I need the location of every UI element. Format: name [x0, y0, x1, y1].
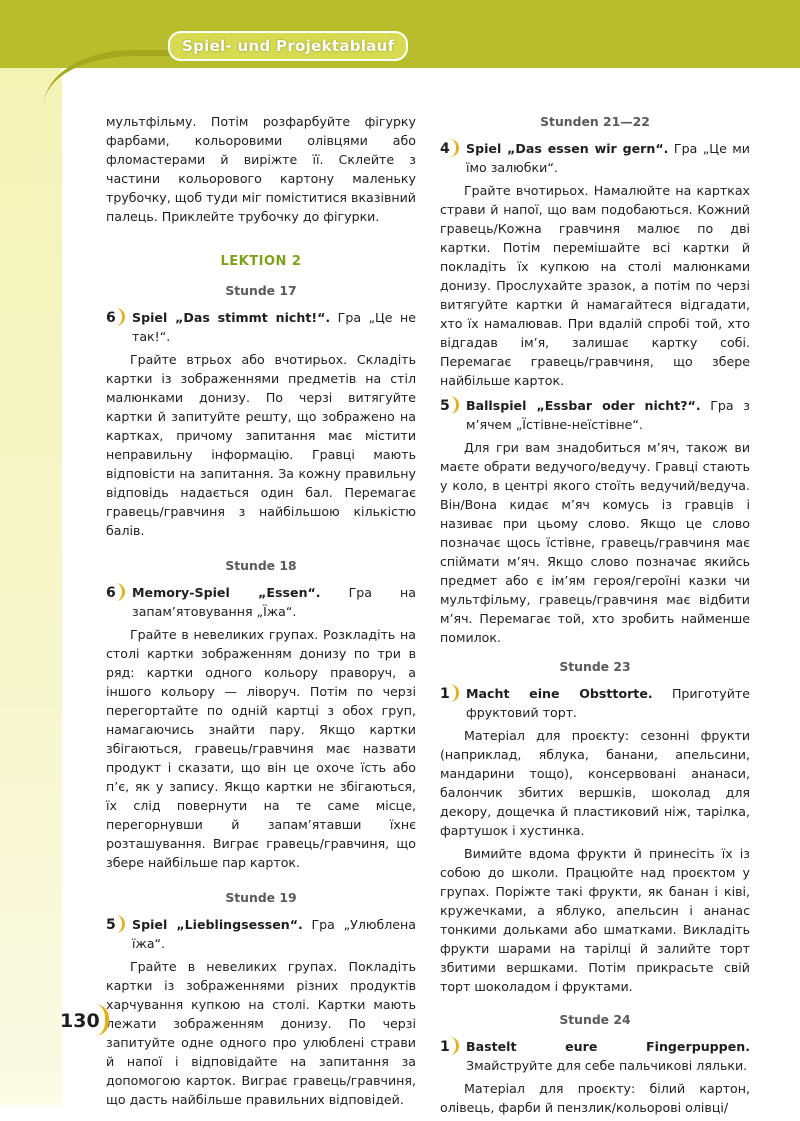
task-subtitle: Гра з м’ячем „Їстівне-неїстівне“.	[466, 398, 750, 432]
task-body: Грайте в невеликих групах. Розкладіть на столі картки зображенням донизу по три в ряд: картки одного кольору праворуч, а іншого кольору — ліворуч. Потім по черзі перегортайте по одній картці з обох груп, намагаючись знайти пару. Якщо картки збігаються, гравець/гравчиня має назвати продукт і сказати, що він це охоче їсть або п’є, як у запису. Якщо картки не збігаються, їх слід повернути на те саме місце, перегорнувши й запам’ятавши їхнє розташування. Виграє гравець/гравчиня, що збере найбільше пар карток.	[106, 627, 416, 870]
task-number: 6	[106, 308, 124, 328]
task-number: 1	[440, 684, 458, 704]
task-body: Грайте вчотирьох. Намалюйте на картках страви й напої, що вам подобаються. Кожний гравець/Кожна гравчиня малює по дві картки. Потім перемішайте всі картки й покладіть їх купкою на столі малюнками донизу. Прослухайте зразок, а потім по черзі витягуйте картки й намагайтеся відгадати, хто їх намалював. При вдалій спробі той, хто відгадав ім’я, залишає картку собі. Перемагає гравець/гравчиня, що збере найбільше карток.	[440, 183, 750, 388]
task-title: Bastelt eure Fingerpuppen.	[466, 1039, 750, 1054]
task-subtitle: Приготуйте фруктовий торт.	[466, 686, 750, 720]
task-title: Spiel „Das stimmt nicht!“.	[132, 310, 331, 325]
stunde-24-heading: Stunde 24	[559, 1012, 631, 1027]
task-number: 6	[106, 583, 124, 603]
task-number: 5	[440, 396, 458, 416]
section-title: Spiel- und Projektablauf	[168, 31, 408, 61]
task-subtitle: Гра „Це не так!“.	[132, 310, 416, 344]
intro-paragraph: мультфільму. Потім розфарбуйте фігурку фарбами, кольоровими олівцями або фломастерами й виріжте її. Склейте з частини кольорового картону маленьку трубочку, щоб туди міг поміститися вказівний палець. Приклейте трубочку до фігурки.	[106, 114, 416, 224]
task-subtitle: Гра „Це ми їмо залюбки“.	[466, 141, 750, 175]
left-margin-band	[0, 0, 62, 1105]
task-body: Грайте втрьох або вчотирьох. Складіть картки із зображеннями предметів на стіл малюнками донизу. По черзі витягуйте картки й запитуйте решту, що зображено на картках, причому запитання має містити неправильну інформацію. Гравці мають відповісти на запитання. За кожну правильну відповідь надається один бал. Перемагає гравець/гравчиня з найбільшою кількістю балів.	[106, 352, 416, 538]
task-lieblingsessen	[106, 915, 416, 953]
task-memory-spiel	[106, 583, 416, 621]
task-number: 1	[440, 1037, 458, 1057]
stunden-21-22-heading: Stunden 21—22	[540, 114, 650, 129]
page-number: 130	[60, 1010, 100, 1032]
task-das-essen-wir-gern	[440, 139, 750, 177]
stunde-17-heading: Stunde 17	[225, 283, 297, 298]
task-number: 4	[440, 139, 458, 159]
task-materials: Матеріал для проєкту: сезонні фрукти (наприклад, яблука, банани, апельсини, мандарини тощо), консервовані ананаси, балончик збитих вершків, шоколад для декору, дощечка й пластиковий ніж, тарілка, фартушок і хустинка.	[440, 728, 750, 838]
left-column	[106, 112, 416, 1113]
task-body: Грайте в невеликих групах. Покладіть картки із зображеннями різних продуктів харчування купкою на столі. Картки мають лежати зображенням донизу. По черзі запитуйте одне одного про улюблені страви й напої і відповідайте на запитання за допомогою карток. Виграє гравець/гравчиня, що дасть найбільше правильних відповідей.	[106, 959, 416, 1107]
task-fingerpuppen	[440, 1037, 750, 1075]
task-subtitle: Змайструйте для себе пальчикові ляльки.	[466, 1058, 748, 1073]
task-title: Memory-Spiel „Essen“.	[132, 585, 321, 600]
stunde-19-heading: Stunde 19	[225, 890, 297, 905]
task-title: Macht eine Obsttorte.	[466, 686, 653, 701]
task-body: Для гри вам знадобиться м’яч, також ви маєте обрати ведучого/ведучу. Гравці стають у коло, в центрі якого стоїть ведучий/ведуча. Він/Вона кидає м’яч комусь із гравців і називає при цьому слово. Якщо це слово позначає щось їстівне, гравець/гравчиня має спіймати м’яч. Якщо слово позначає якийсь предмет або є ім’ям героя/героїні казки чи мультфільму, гравець/гравчиня має відбити м’яч. Перемагає той, хто зробить найменше помилок.	[440, 440, 750, 645]
task-title: Spiel „Lieblingsessen“.	[132, 917, 303, 932]
task-subtitle: Гра на запам’ятовування „Їжа“.	[132, 585, 416, 619]
task-obsttorte	[440, 684, 750, 722]
task-subtitle: Гра „Улюблена їжа“.	[132, 917, 416, 951]
task-number: 5	[106, 915, 124, 935]
task-ballspiel	[440, 396, 750, 434]
task-materials: Матеріал для проєкту: білий картон, олівець, фарби й пензлик/кольорові олівці/	[440, 1081, 750, 1115]
task-das-stimmt-nicht	[106, 308, 416, 346]
task-title: Ballspiel „Essbar oder nicht?“.	[466, 398, 701, 413]
right-column	[440, 112, 750, 1121]
lesson-heading: LEKTION 2	[220, 254, 302, 269]
task-body: Вимийте вдома фрукти й принесіть їх із собою до школи. Працюйте над проєктом у групах. Поріжте такі фрукти, як банан і ківі, кружечками, а яблуко, апельсин і ананас тонкими дольками або шматками. Викладіть фрукти шарами на тарілці й залийте торт збитими вершками. Потім прикрасьте свій торт шоколадом і фруктами.	[440, 846, 750, 994]
stunde-23-heading: Stunde 23	[559, 659, 631, 674]
task-title: Spiel „Das essen wir gern“.	[466, 141, 669, 156]
stunde-18-heading: Stunde 18	[225, 558, 297, 573]
